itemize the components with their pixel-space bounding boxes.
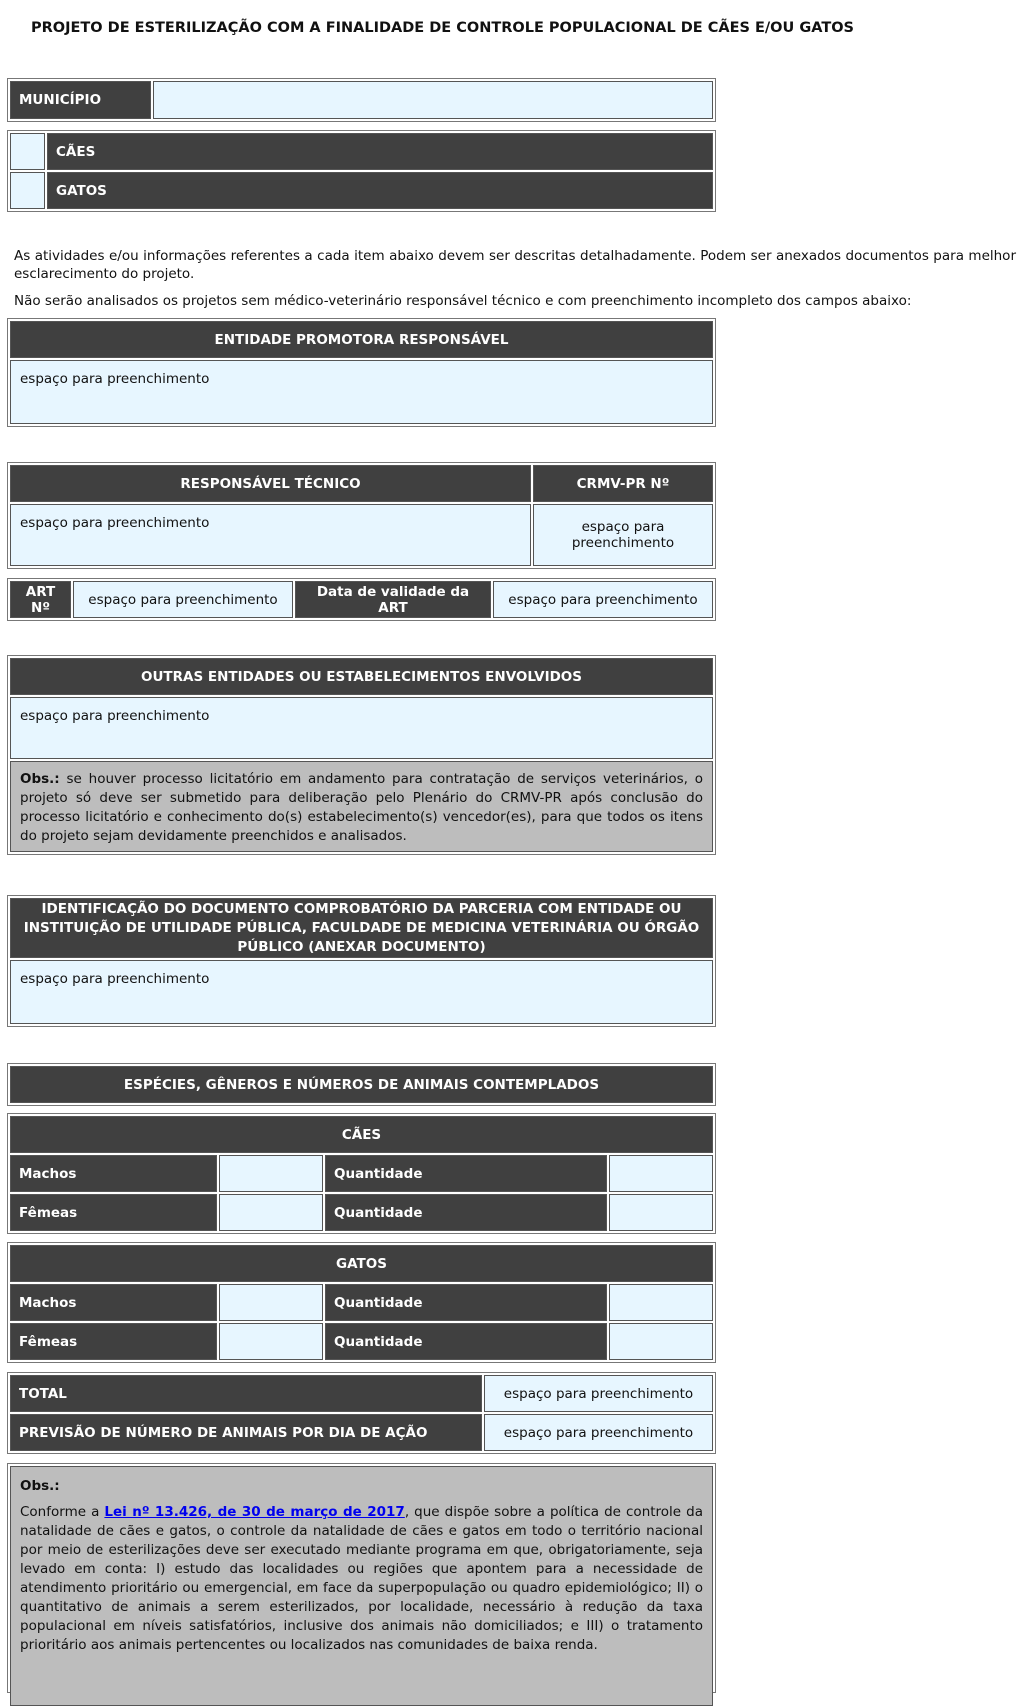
- art-label: ART Nº: [10, 581, 71, 618]
- caes-machos-label: Machos: [10, 1155, 217, 1192]
- municipio-label: MUNICÍPIO: [10, 81, 151, 119]
- responsavel-header: RESPONSÁVEL TÉCNICO: [10, 465, 531, 502]
- gatos-femeas-quantidade-label: Quantidade: [325, 1323, 607, 1360]
- gatos-femeas-quantidade-input[interactable]: [609, 1323, 713, 1360]
- caes-femeas-input[interactable]: [219, 1194, 323, 1231]
- caes-label: CÃES: [47, 133, 713, 170]
- lei-link[interactable]: Lei nº 13.426, de 30 de março de 2017: [104, 1504, 405, 1520]
- outras-obs: [10, 761, 713, 852]
- gatos-machos-input[interactable]: [219, 1284, 323, 1321]
- previsao-input[interactable]: espaço para preenchimento: [484, 1414, 713, 1451]
- page-title: PROJETO DE ESTERILIZAÇÃO COM A FINALIDADE DE CONTROLE POPULACIONAL DE CÃES E/OU GATOS: [31, 20, 854, 36]
- obs-final-box: [10, 1466, 713, 1706]
- especies-section: [7, 1063, 716, 1106]
- obs-final-text: , que dispõe sobre a política de controle da natalidade de cães e gatos, o controle da natalidade de cães e gatos em todo o território nacional por meio de esterilizações deve ser executado mediante programa em que, obrigatoriamente, seja levado em conta: I) estudo das localidades ou regiões que apontem para a necessidade de atendimento prioritário ou emergencial, em face da superpopulação ou quadro epidemiológico; II) o quantitativo de animais a serem esterilizados, por localidade, necessário à redução da taxa populacional em níveis satisfatórios, inclusive dos animais não domiciliados; e III) o tratamento prioritário aos animais pertencentes ou localizados nas comunidades de baixa renda.: [20, 1504, 703, 1653]
- outras-input[interactable]: espaço para preenchimento: [10, 697, 713, 759]
- parceria-header: IDENTIFICAÇÃO DO DOCUMENTO COMPROBATÓRIO DA PARCERIA COM ENTIDADE OU INSTITUIÇÃO DE UTILIDADE PÚBLICA, FACULDADE DE MEDICINA VETERINÁRIA OU ÓRGÃO PÚBLICO (ANEXAR DOCUMENTO): [10, 898, 713, 958]
- gatos-femeas-label: Fêmeas: [10, 1323, 217, 1360]
- previsao-label: PREVISÃO DE NÚMERO DE ANIMAIS POR DIA DE AÇÃO: [10, 1414, 482, 1451]
- gatos-label: GATOS: [47, 172, 713, 209]
- entidade-header: ENTIDADE PROMOTORA RESPONSÁVEL: [10, 321, 713, 358]
- obs-final-label: Obs.:: [20, 1478, 60, 1494]
- intro-paragraph-1: As atividades e/ou informações referentes a cada item abaixo devem ser descritas detalhadamente. Podem ser anexados documentos para melhor esclarecimento do projeto.: [14, 248, 1016, 282]
- totais-section: [7, 1372, 716, 1454]
- municipio-input[interactable]: [153, 81, 713, 119]
- gatos-machos-quantidade-label: Quantidade: [325, 1284, 607, 1321]
- crmv-input[interactable]: espaço para preenchimento: [533, 504, 713, 566]
- caes-femeas-quantidade-input[interactable]: [609, 1194, 713, 1231]
- intro-paragraph-2: Não serão analisados os projetos sem médico-veterinário responsável técnico e com preenchimento incompleto dos campos abaixo:: [14, 293, 912, 309]
- art-validade-label: Data de validade da ART: [295, 581, 491, 618]
- parceria-section: [7, 895, 716, 1027]
- caes-table: [7, 1113, 716, 1234]
- gatos-machos-label: Machos: [10, 1284, 217, 1321]
- responsavel-input[interactable]: espaço para preenchimento: [10, 504, 531, 566]
- obs-final-pre: Conforme a: [20, 1504, 105, 1520]
- outras-obs-text: se houver processo licitatório em andamento para contratação de serviços veterinários, o projeto só deve ser submetido para deliberação pelo Plenário do CRMV-PR após conclusão do processo licitatório e conhecimento do(s) estabelecimento(s) vencedor(es), para que todos os itens do projeto sejam devidamente preenchidos e analisados.: [20, 771, 703, 844]
- caes-table-header: CÃES: [10, 1116, 713, 1153]
- outras-obs-label: Obs.:: [20, 771, 60, 787]
- art-validade-input[interactable]: espaço para preenchimento: [493, 581, 713, 618]
- art-section: [7, 578, 716, 621]
- crmv-header: CRMV-PR Nº: [533, 465, 713, 502]
- caes-femeas-quantidade-label: Quantidade: [325, 1194, 607, 1231]
- especies-header: ESPÉCIES, GÊNEROS E NÚMEROS DE ANIMAIS CONTEMPLADOS: [10, 1066, 713, 1103]
- caes-checkbox[interactable]: [10, 133, 45, 170]
- total-label: TOTAL: [10, 1375, 482, 1412]
- gatos-checkbox[interactable]: [10, 172, 45, 209]
- caes-machos-quantidade-label: Quantidade: [325, 1155, 607, 1192]
- art-input[interactable]: espaço para preenchimento: [73, 581, 293, 618]
- outras-header: OUTRAS ENTIDADES OU ESTABELECIMENTOS ENVOLVIDOS: [10, 658, 713, 695]
- gatos-table: [7, 1242, 716, 1363]
- parceria-input[interactable]: espaço para preenchimento: [10, 960, 713, 1024]
- gatos-femeas-input[interactable]: [219, 1323, 323, 1360]
- obs-final-section: [7, 1463, 716, 1693]
- caes-femeas-label: Fêmeas: [10, 1194, 217, 1231]
- gatos-table-header: GATOS: [10, 1245, 713, 1282]
- entidade-input[interactable]: espaço para preenchimento: [10, 360, 713, 424]
- outras-section: [7, 655, 716, 855]
- responsavel-section: [7, 462, 716, 569]
- total-input[interactable]: espaço para preenchimento: [484, 1375, 713, 1412]
- gatos-machos-quantidade-input[interactable]: [609, 1284, 713, 1321]
- species-check-section: [7, 130, 716, 212]
- caes-machos-input[interactable]: [219, 1155, 323, 1192]
- municipio-section: [7, 78, 716, 122]
- caes-machos-quantidade-input[interactable]: [609, 1155, 713, 1192]
- entidade-section: [7, 318, 716, 427]
